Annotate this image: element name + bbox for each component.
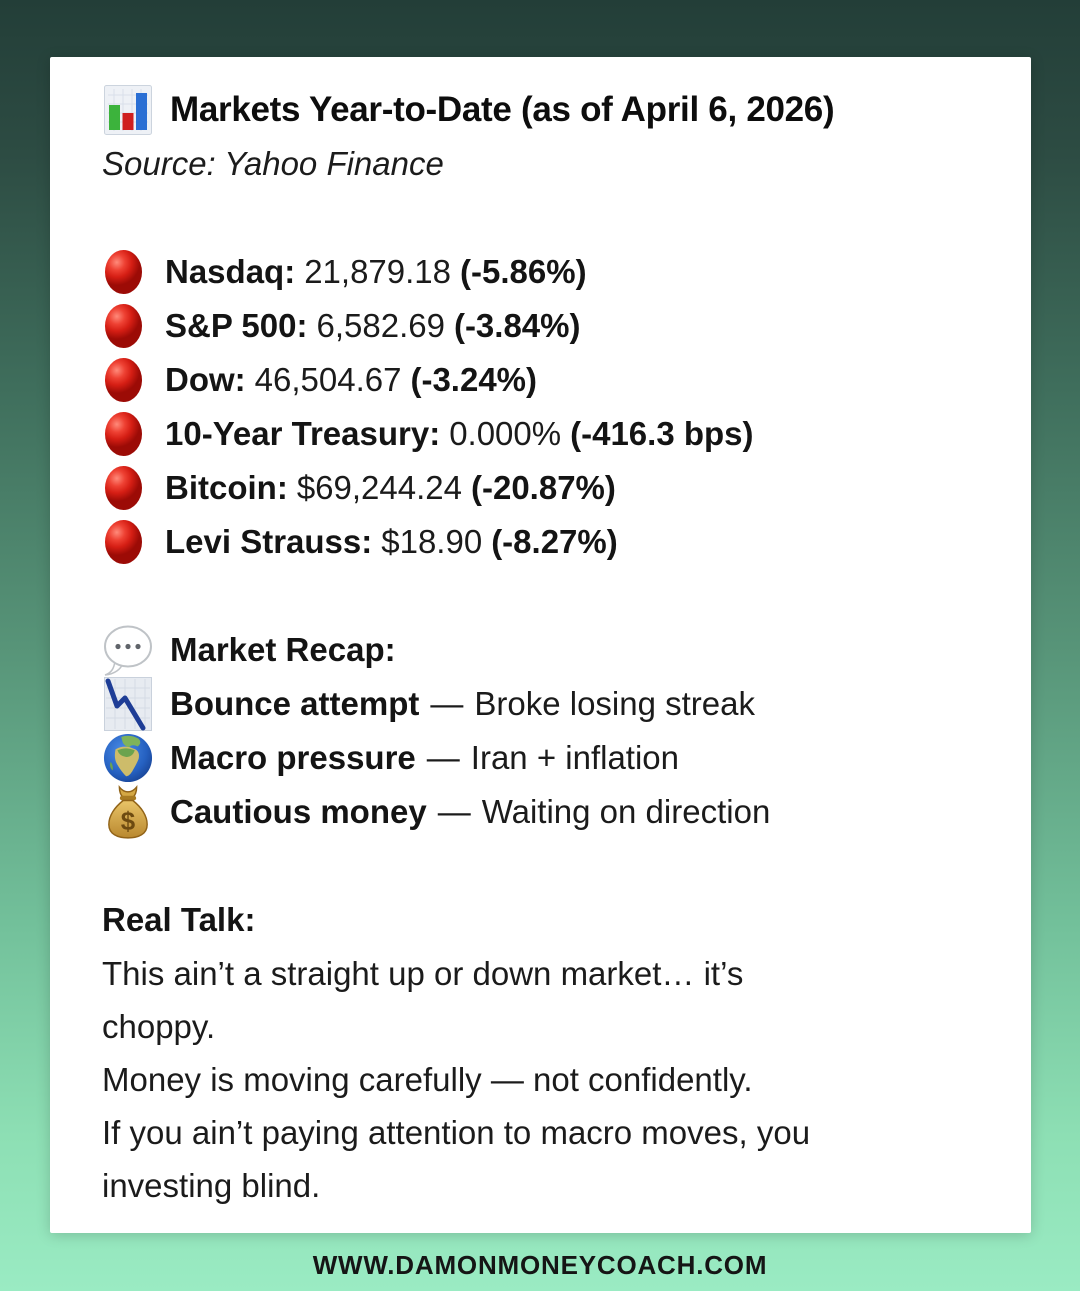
- chart-decreasing-icon: [102, 677, 154, 731]
- market-value: $18.90: [381, 523, 483, 560]
- red-circle-icon: [105, 304, 142, 348]
- real-talk-heading-row: [102, 893, 991, 947]
- recap-label: Macro pressure: [170, 739, 416, 776]
- red-circle-icon: [105, 358, 142, 402]
- market-row-sp500: [102, 299, 991, 353]
- speech-balloon-icon: [102, 623, 154, 677]
- market-value: 21,879.18: [304, 253, 452, 290]
- section-gap: [102, 569, 991, 623]
- market-label: Levi Strauss:: [165, 523, 373, 560]
- red-circle-icon: [105, 466, 142, 510]
- recap-text: Waiting on direction: [481, 793, 771, 830]
- em-dash: —: [426, 739, 460, 776]
- real-talk-line: Money is moving carefully — not confidently.: [102, 1060, 753, 1098]
- market-row-dow: [102, 353, 991, 407]
- globe-africa-europe-icon: [102, 731, 154, 785]
- market-change: (-3.24%): [410, 361, 538, 398]
- real-talk-heading: Real Talk:: [102, 901, 256, 938]
- recap-label: Bounce attempt: [170, 685, 420, 722]
- market-label: Bitcoin:: [165, 469, 288, 506]
- real-talk-line: investing blind.: [102, 1166, 321, 1204]
- market-value: 46,504.67: [254, 361, 402, 398]
- recap-text: Broke losing streak: [474, 685, 755, 722]
- footer-url: WWW.DAMONMONEYCOACH.COM: [312, 1250, 768, 1280]
- market-row-nasdaq: [102, 245, 991, 299]
- red-circle-icon: [105, 520, 142, 564]
- real-talk-line: choppy.: [102, 1007, 216, 1045]
- market-label: Nasdaq:: [165, 253, 296, 290]
- market-value: $69,244.24: [296, 469, 462, 506]
- recap-row-bounce: [102, 677, 991, 731]
- bar-chart-icon: [102, 83, 154, 137]
- recap-row-cautious: [102, 785, 991, 839]
- market-change: (-3.84%): [453, 307, 581, 344]
- recap-heading: Market Recap:: [170, 631, 396, 668]
- section-gap: [102, 191, 991, 245]
- market-label: Dow:: [165, 361, 246, 398]
- section-gap: [102, 839, 991, 893]
- recap-heading-row: [102, 623, 991, 677]
- page-title: Markets Year-to-Date (as of April 6, 2026): [170, 90, 835, 129]
- header-row: [102, 83, 991, 137]
- real-talk-line: If you ain’t paying attention to macro moves, you: [102, 1113, 811, 1151]
- market-label: S&P 500:: [165, 307, 308, 344]
- market-row-treasury: [102, 407, 991, 461]
- em-dash: —: [437, 793, 471, 830]
- market-change: (-8.27%): [491, 523, 618, 560]
- em-dash: —: [430, 685, 464, 722]
- market-row-levi: [102, 515, 991, 569]
- source-label: Source: Yahoo Finance: [102, 145, 444, 182]
- source-row: [102, 137, 991, 191]
- market-change: (-416.3 bps): [570, 415, 754, 452]
- content-card: [50, 57, 1031, 1233]
- market-value: 6,582.69: [316, 307, 445, 344]
- recap-text: Iran + inflation: [470, 739, 679, 776]
- recap-row-macro: [102, 731, 991, 785]
- market-change: (-20.87%): [471, 469, 616, 506]
- red-circle-icon: [105, 250, 142, 294]
- red-circle-icon: [105, 412, 142, 456]
- real-talk-line: This ain’t a straight up or down market… it’s: [102, 954, 744, 992]
- svg-text:$: $: [120, 808, 136, 837]
- market-change: (-5.86%): [460, 253, 587, 290]
- market-value: 0.000%: [449, 415, 562, 452]
- market-row-bitcoin: [102, 461, 991, 515]
- recap-label: Cautious money: [170, 793, 427, 830]
- market-label: 10-Year Treasury:: [165, 415, 441, 452]
- money-bag-icon: [102, 785, 154, 839]
